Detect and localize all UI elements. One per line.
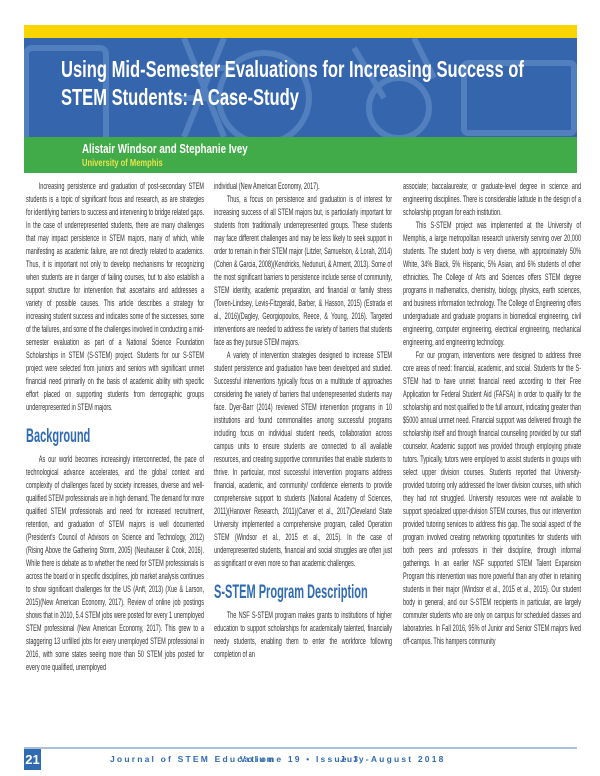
background-paragraph: As our world becomes increasingly interconnected, the pace of technological advance accelerates, and the global context and complexity of challenges faced by society increases, diverse and well-qualified STEM professionals are in high demand. The demand for more qualified STEM professionals and need for increased recruitment, retention, and graduation of STEM majors is well documented (President's Council of Advisors on Science and Technology, 2012)(Rising Above the Gathering Storm, 2005) (Neuhauser & Cook, 2016). While there is debate as to whether the need for STEM professionals is across the board or in specific disciplines, job market analysis continues to show significant challenges for the US (Anft, 2013) (Xue & Larson, 2015)(New American Economy, 2017). Review of online job postings shows that in 2010, 5.4 STEM jobs were posted for every 1 unemployed STEM professional (New American Economy, 2017). This grew to a staggering 13 unfilled jobs for every unemployed STEM professional in 2016, with some states seeing more than 50 STEM jobs posted for every one qualified, unemployed — [26, 454, 205, 673]
continued-paragraph: individual (New American Economy, 2017). — [214, 181, 320, 192]
section-heading-background: Background — [26, 426, 91, 447]
continued-paragraph: associate; baccalaureate; or graduate-level degree in science and engineering disciplines. There is considerable latitude in the design of a scholarship program for each institution. — [403, 181, 582, 218]
title-line-1: Using Mid-Semester Evaluations for Increasing Success of — [61, 56, 524, 82]
body-paragraph: This S-STEM project was implemented at the University of Memphis, a large metropolitan research university serving over 20,000 students. The student body is very diverse, with approximately 50% White, 34% Black, 5% Hispanic, 5% Asian, and 6% students of other ethnicities. The College of Arts and Sciences offers STEM degree programs in mathematics, chemistry, biology, physics, earth sciences, and business information technology. The College of Engineering offers undergraduate and graduate programs in biomedical engineering, civil engineering, computer engineering, electrical engineering, mechanical engineering, and engineering technology. — [403, 220, 582, 348]
section-heading-sstem: S-STEM Program Description — [214, 582, 368, 603]
column-3 — [403, 180, 581, 648]
intro-paragraph: Increasing persistence and graduation of post-secondary STEM students is a topic of significant focus and research, as are strategies for identifying barriers to success and intervening to bridge related gaps. In the case of underrepresented students, there are many challenges that may impact persistence in STEM majors, many of which, while manifesting as academic failure, are not directly related to academics. Thus, it is important not only to develop mechanisms for recognizing when students are in danger of failing courses, but to also establish a support structure for intervention that ascertains and addresses a variety of possible causes. This article describes a strategy for increasing student success and indicates some of the successes, some of the failures, and some of the challenges involved in conducting a mid-semester evaluation as part of a National Science Foundation Scholarships in STEM (S-STEM) project. Students for our S-STEM project were selected from juniors and seniors with significant unmet financial need primarily on the basis of academic ability with specific effort placed on supporting students from demographic groups underrepresented in STEM majors. — [26, 181, 205, 413]
body-paragraph: For our program, interventions were designed to address three core areas of need: financial, academic, and social. Students for the S-STEM had to have unmet financial need according to their Free Application for Federal Student Aid (FAFSA) in order to qualify for the scholarship and most qualified to the full amount, indicating greater than $5000 annual unmet need. Financial support was delivered through the scholarship itself and through financial counseling provided by our staff counselor. Academic support was provided through employing private tutors. Typically, tutors were employed to assist students in groups with select upper division courses. Students reported that University-provided tutoring only addressed the lower division courses, with which they had not struggled. University resources were not available to support specialized upper-division STEM courses, thus our intervention provided tutoring services to address this gap. The social aspect of the program involved creating networking opportunities for students with both peers and professors in their discipline, through informal gatherings. In an earlier NSF supported STEM Talent Expansion Program this intervention was more powerful than any other in retaining students in their major (Windsor et al., 2015 et al., 2015). Our student body in general, and our S-STEM recipients in particular, are largely commuter students who are only on campus for scheduled classes and laboratories. In Fall 2016, 95% of Junior and Senior STEM majors lived off-campus. This hampers community — [403, 350, 582, 647]
footer-date: July-August 2018 — [340, 754, 446, 764]
article-title — [61, 55, 524, 111]
affiliation: University of Memphis — [82, 157, 163, 169]
footer-journal: Journal of STEM Education — [110, 754, 276, 764]
body-paragraph: Thus, a focus on persistence and graduation is of interest for increasing success of all STEM majors but, is particularly important for students from traditionally underrepresented groups. These students may face different challenges and may be less likely to seek support in order to remain in their STEM major (Litzler, Samuelson, & Lorah, 2014)(Cohen & Garcia, 2008)(Kendricks, Nedunuri, & Arment, 2013). Some of the most significant barriers to persistence include sense of community, STEM identity, academic preparation, and financial or family stress (Toven-Lindsey, Levis-Fitzgerald, Barber, & Hasson, 2015) (Estrada et al., 2016)(Dagley, Georgiopoulos, Reece, & Young, 2016). Targeted interventions are needed to address the variety of barriers that students face as they pursue STEM majors. — [214, 194, 393, 348]
page-number: 21 — [24, 749, 41, 770]
footer-divider — [24, 747, 577, 749]
banner-yellow-stripe — [24, 25, 577, 38]
column-2 — [214, 180, 392, 661]
column-1 — [26, 180, 204, 674]
footer-volume: Volume 19 • Issue 3 — [240, 754, 361, 764]
authors: Alistair Windsor and Stephanie Ivey — [82, 141, 248, 156]
body-paragraph: The NSF S-STEM program makes grants to institutions of higher education to support scholarships for academically talented, financially needy students, enabling them to enter the workforce following completion of an — [214, 610, 393, 660]
title-line-2: STEM Students: A Case-Study — [61, 84, 299, 110]
body-paragraph: A variety of intervention strategies designed to increase STEM student persistence and graduation have been developed and studied. Successful interventions typically focus on a multitude of approaches considering the variety of barriers that underrepresented students may face. Dyer-Barr (2014) reviewed STEM intervention programs in 10 institutions and found commonalities among successful programs including focus on individual student needs, collaboration across campus units to ensure students are connected to all available resources, and creating supportive communities that enable students to thrive. In particular, most successful intervention programs address financial, academic, and community/ confidence elements to provide comprehensive support to students (National Academy of Sciences, 2011)(Hanover Research, 2011)(Carver et al., 2017)Cleveland State University implemented a comprehensive program, called Operation STEM (Windsor et al., 2015 et al., 2015). In the case of underrepresented students, financial and social struggles are often just as significant or even more so than academic challenges. — [214, 350, 393, 569]
